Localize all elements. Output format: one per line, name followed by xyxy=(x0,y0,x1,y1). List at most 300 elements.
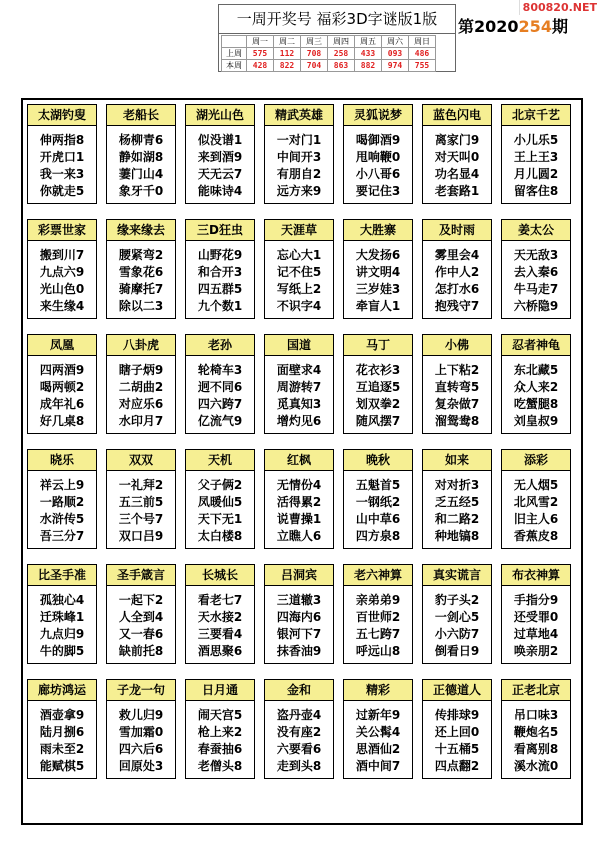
riddle-line: 一对门1 xyxy=(276,133,322,147)
riddle-line: 种地镐8 xyxy=(434,529,480,543)
riddle-line: 四五群5 xyxy=(197,282,243,296)
card-body xyxy=(186,586,254,660)
riddle-line: 写纸上2 xyxy=(276,282,322,296)
riddle-card xyxy=(185,334,255,434)
riddle-line: 对天叫0 xyxy=(434,150,480,164)
card-title: 太湖钓叟 xyxy=(28,105,96,126)
riddle-card xyxy=(264,449,334,549)
riddle-line: 随风摆7 xyxy=(355,414,401,428)
riddle-line: 直转弯5 xyxy=(434,380,480,394)
riddle-line: 无人烟5 xyxy=(513,478,559,492)
riddle-line: 立瞧人6 xyxy=(276,529,322,543)
card-body xyxy=(423,356,491,430)
riddle-line: 讲文明4 xyxy=(355,265,401,279)
riddle-line: 唤亲朋2 xyxy=(513,644,559,658)
day-label: 周四 xyxy=(328,36,355,48)
card-title: 缘来缘去 xyxy=(107,220,175,241)
riddle-line: 十五桶5 xyxy=(434,742,480,756)
card-body xyxy=(423,471,491,545)
card-body xyxy=(344,701,412,775)
riddle-line: 吊口味3 xyxy=(513,708,559,722)
riddle-card xyxy=(501,679,571,779)
riddle-line: 你就走5 xyxy=(39,184,85,198)
card-title: 子龙一句 xyxy=(107,680,175,701)
row-label: 本周 xyxy=(222,60,247,72)
riddle-card xyxy=(501,449,571,549)
riddle-card xyxy=(106,449,176,549)
card-body xyxy=(107,126,175,200)
riddle-line: 抹香油9 xyxy=(276,644,322,658)
riddle-line: 关公髯4 xyxy=(355,725,401,739)
riddle-line: 祥云上9 xyxy=(39,478,85,492)
riddle-line: 怎打水6 xyxy=(434,282,480,296)
issue-prefix: 第2020 xyxy=(458,17,519,36)
draw-number: 093 xyxy=(382,48,409,60)
issue-number xyxy=(458,14,568,40)
card-body xyxy=(344,471,412,545)
riddle-line: 还上回0 xyxy=(434,725,480,739)
riddle-card xyxy=(343,334,413,434)
riddle-card xyxy=(185,104,255,204)
card-body xyxy=(107,471,175,545)
row-label: 上周 xyxy=(222,48,247,60)
riddle-line: 香蕉皮8 xyxy=(513,529,559,543)
riddle-card xyxy=(264,334,334,434)
riddle-line: 活得累2 xyxy=(276,495,322,509)
riddle-line: 天水接2 xyxy=(197,610,243,624)
riddle-line: 王上王3 xyxy=(513,150,559,164)
riddle-line: 静如湖8 xyxy=(118,150,164,164)
card-title: 吕洞宾 xyxy=(265,565,333,586)
riddle-card xyxy=(422,449,492,549)
riddle-line: 喝两顿2 xyxy=(39,380,85,394)
card-body xyxy=(28,241,96,315)
riddle-line: 五魁首5 xyxy=(355,478,401,492)
riddle-line: 增灼见6 xyxy=(276,414,322,428)
draw-number: 822 xyxy=(274,60,301,72)
draw-number: 863 xyxy=(328,60,355,72)
card-body xyxy=(502,701,570,775)
card-title: 老六神算 xyxy=(344,565,412,586)
riddle-line: 说曹操1 xyxy=(276,512,322,526)
riddle-line: 去入秦6 xyxy=(513,265,559,279)
riddle-line: 来生缘4 xyxy=(39,299,85,313)
riddle-card xyxy=(422,219,492,319)
riddle-line: 亲弟弟9 xyxy=(355,593,401,607)
riddle-line: 抱残守7 xyxy=(434,299,480,313)
riddle-line: 无情份4 xyxy=(276,478,322,492)
draw-results-header xyxy=(218,4,456,72)
riddle-line: 周游转7 xyxy=(276,380,322,394)
riddle-card xyxy=(27,449,97,549)
card-body xyxy=(265,701,333,775)
card-title: 金和 xyxy=(265,680,333,701)
card-title: 廊坊鸿运 xyxy=(28,680,96,701)
riddle-line: 双口吕9 xyxy=(118,529,164,543)
riddle-line: 九个数1 xyxy=(197,299,243,313)
riddle-line: 牛马走7 xyxy=(513,282,559,296)
riddle-card xyxy=(422,334,492,434)
riddle-line: 一钢纸2 xyxy=(355,495,401,509)
riddle-line: 月儿圆2 xyxy=(513,167,559,181)
riddle-line: 水浒传5 xyxy=(39,512,85,526)
site-watermark: 800820.NET xyxy=(519,0,600,15)
riddle-line: 凤暖仙5 xyxy=(197,495,243,509)
riddle-card xyxy=(264,219,334,319)
riddle-card xyxy=(106,334,176,434)
day-label: 周六 xyxy=(382,36,409,48)
riddle-card xyxy=(422,104,492,204)
riddle-card xyxy=(185,219,255,319)
riddle-line: 划双拳2 xyxy=(355,397,401,411)
riddle-line: 手指分9 xyxy=(513,593,559,607)
riddle-line: 山中草6 xyxy=(355,512,401,526)
riddle-line: 骑摩托7 xyxy=(118,282,164,296)
riddle-line: 一路顺2 xyxy=(39,495,85,509)
riddle-card xyxy=(501,219,571,319)
riddle-line: 迁珠峰1 xyxy=(39,610,85,624)
card-body xyxy=(265,471,333,545)
card-title: 晓乐 xyxy=(28,450,96,471)
card-body xyxy=(265,126,333,200)
riddle-line: 对对折3 xyxy=(434,478,480,492)
card-title: 蓝色闪电 xyxy=(423,105,491,126)
riddle-line: 太白楼8 xyxy=(197,529,243,543)
riddle-card xyxy=(422,564,492,664)
card-body xyxy=(186,241,254,315)
riddle-line: 功名显4 xyxy=(434,167,480,181)
riddle-line: 四方泉8 xyxy=(355,529,401,543)
card-title: 八卦虎 xyxy=(107,335,175,356)
riddle-line: 酒思聚6 xyxy=(197,644,243,658)
riddle-line: 百世师2 xyxy=(355,610,401,624)
riddle-line: 看离别8 xyxy=(513,742,559,756)
riddle-line: 看老七7 xyxy=(197,593,243,607)
riddle-card xyxy=(501,564,571,664)
riddle-line: 还受罪0 xyxy=(513,610,559,624)
card-title: 老船长 xyxy=(107,105,175,126)
card-body xyxy=(502,241,570,315)
card-title: 灵狐说梦 xyxy=(344,105,412,126)
draw-number: 428 xyxy=(247,60,274,72)
draw-number: 433 xyxy=(355,48,382,60)
riddle-card xyxy=(185,449,255,549)
riddle-line: 酒中间7 xyxy=(355,759,401,773)
card-body xyxy=(344,241,412,315)
riddle-line: 作中人2 xyxy=(434,265,480,279)
riddle-line: 喝御酒9 xyxy=(355,133,401,147)
riddle-line: 互追逐5 xyxy=(355,380,401,394)
draw-number: 704 xyxy=(301,60,328,72)
riddle-line: 北风雪2 xyxy=(513,495,559,509)
card-body xyxy=(186,356,254,430)
riddle-line: 三要看4 xyxy=(197,627,243,641)
card-title: 添彩 xyxy=(502,450,570,471)
riddle-line: 一起下2 xyxy=(118,593,164,607)
riddle-card xyxy=(106,564,176,664)
card-title: 天涯草 xyxy=(265,220,333,241)
riddle-line: 迥不同6 xyxy=(197,380,243,394)
riddle-card xyxy=(106,219,176,319)
card-title: 凤凰 xyxy=(28,335,96,356)
riddle-line: 刘皇叔9 xyxy=(513,414,559,428)
last-week-row xyxy=(222,48,436,60)
card-body xyxy=(423,586,491,660)
riddle-line: 小八哥6 xyxy=(355,167,401,181)
card-title: 及时雨 xyxy=(423,220,491,241)
riddle-line: 上下粘2 xyxy=(434,363,480,377)
riddle-card xyxy=(501,104,571,204)
riddle-line: 不识字4 xyxy=(276,299,322,313)
riddle-board xyxy=(21,98,583,825)
riddle-line: 离家门9 xyxy=(434,133,480,147)
riddle-line: 中间开3 xyxy=(276,150,322,164)
riddle-line: 回原处3 xyxy=(118,759,164,773)
card-title: 国道 xyxy=(265,335,333,356)
riddle-line: 似没谱1 xyxy=(197,133,243,147)
riddle-line: 酒壶拿9 xyxy=(39,708,85,722)
riddle-line: 陆月捌6 xyxy=(39,725,85,739)
riddle-line: 四海内6 xyxy=(276,610,322,624)
card-body xyxy=(28,471,96,545)
riddle-card xyxy=(106,104,176,204)
card-body xyxy=(265,586,333,660)
riddle-line: 象牙千0 xyxy=(118,184,164,198)
riddle-line: 记不住5 xyxy=(276,265,322,279)
riddle-line: 老套路1 xyxy=(434,184,480,198)
riddle-line: 东北藏5 xyxy=(513,363,559,377)
riddle-line: 五三前5 xyxy=(118,495,164,509)
riddle-line: 小六防7 xyxy=(434,627,480,641)
card-body xyxy=(28,126,96,200)
card-body xyxy=(423,126,491,200)
riddle-line: 溪水流0 xyxy=(513,759,559,773)
riddle-line: 留客住8 xyxy=(513,184,559,198)
card-title: 姜太公 xyxy=(502,220,570,241)
card-body xyxy=(265,356,333,430)
riddle-card xyxy=(106,679,176,779)
riddle-card xyxy=(264,564,334,664)
riddle-line: 面壁求4 xyxy=(276,363,322,377)
riddle-line: 枪上来2 xyxy=(197,725,243,739)
riddle-line: 春蚕抽6 xyxy=(197,742,243,756)
riddle-line: 走到头8 xyxy=(276,759,322,773)
riddle-line: 和合开3 xyxy=(197,265,243,279)
issue-suffix: 期 xyxy=(551,17,568,36)
riddle-card xyxy=(27,564,97,664)
riddle-line: 闹天宫5 xyxy=(197,708,243,722)
riddle-line: 六桥隐9 xyxy=(513,299,559,313)
riddle-line: 杨柳青6 xyxy=(118,133,164,147)
card-title: 精彩 xyxy=(344,680,412,701)
card-title: 红枫 xyxy=(265,450,333,471)
riddle-line: 雪象花6 xyxy=(118,265,164,279)
riddle-line: 水印月7 xyxy=(118,414,164,428)
riddle-line: 天下无1 xyxy=(197,512,243,526)
draw-number: 974 xyxy=(382,60,409,72)
riddle-line: 对应乐6 xyxy=(118,397,164,411)
header-title: 一周开奖号 福彩3D字谜版1版 xyxy=(219,5,455,34)
card-body xyxy=(344,356,412,430)
card-title: 真实谎言 xyxy=(423,565,491,586)
card-title: 精武英雄 xyxy=(265,105,333,126)
draw-number: 708 xyxy=(301,48,328,60)
riddle-line: 六要看6 xyxy=(276,742,322,756)
riddle-line: 思酒仙2 xyxy=(355,742,401,756)
riddle-line: 和二路2 xyxy=(434,512,480,526)
riddle-line: 盗丹壶4 xyxy=(276,708,322,722)
card-body xyxy=(502,586,570,660)
riddle-line: 又一春6 xyxy=(118,627,164,641)
riddle-card xyxy=(343,104,413,204)
card-title: 三D狂虫 xyxy=(186,220,254,241)
day-label: 周二 xyxy=(274,36,301,48)
riddle-card xyxy=(343,679,413,779)
riddle-line: 有朋自2 xyxy=(276,167,322,181)
riddle-line: 人全到4 xyxy=(118,610,164,624)
day-label: 周一 xyxy=(247,36,274,48)
riddle-line: 复杂做7 xyxy=(434,397,480,411)
riddle-line: 吾三分7 xyxy=(39,529,85,543)
riddle-line: 乏五经5 xyxy=(434,495,480,509)
card-body xyxy=(28,356,96,430)
draw-number: 882 xyxy=(355,60,382,72)
riddle-line: 牵盲人1 xyxy=(355,299,401,313)
days-row xyxy=(222,36,436,48)
riddle-line: 银河下7 xyxy=(276,627,322,641)
riddle-line: 远方来9 xyxy=(276,184,322,198)
riddle-line: 雾里会4 xyxy=(434,248,480,262)
day-label: 周五 xyxy=(355,36,382,48)
riddle-line: 萋门山4 xyxy=(118,167,164,181)
riddle-line: 父子俩2 xyxy=(197,478,243,492)
riddle-line: 倒看日9 xyxy=(434,644,480,658)
riddle-line: 传排球9 xyxy=(434,708,480,722)
card-title: 彩票世家 xyxy=(28,220,96,241)
riddle-line: 亿流气9 xyxy=(197,414,243,428)
card-title: 如来 xyxy=(423,450,491,471)
riddle-line: 豹子头2 xyxy=(434,593,480,607)
card-body xyxy=(502,471,570,545)
riddle-line: 一礼拜2 xyxy=(118,478,164,492)
riddle-card xyxy=(343,564,413,664)
card-body xyxy=(265,241,333,315)
card-body xyxy=(423,241,491,315)
riddle-line: 雪加霜0 xyxy=(118,725,164,739)
riddle-line: 救儿归9 xyxy=(118,708,164,722)
riddle-line: 过草地4 xyxy=(513,627,559,641)
card-body xyxy=(186,701,254,775)
card-body xyxy=(344,586,412,660)
this-week-row xyxy=(222,60,436,72)
riddle-line: 觅真知3 xyxy=(276,397,322,411)
card-body xyxy=(186,471,254,545)
riddle-line: 五七跨7 xyxy=(355,627,401,641)
card-title: 天机 xyxy=(186,450,254,471)
card-title: 小佛 xyxy=(423,335,491,356)
riddle-card xyxy=(422,679,492,779)
riddle-line: 要记住3 xyxy=(355,184,401,198)
riddle-line: 三岁娃3 xyxy=(355,282,401,296)
riddle-line: 老僧头8 xyxy=(197,759,243,773)
draw-number: 575 xyxy=(247,48,274,60)
riddle-line: 九点归9 xyxy=(39,627,85,641)
riddle-line: 众人来2 xyxy=(513,380,559,394)
card-title: 布衣神算 xyxy=(502,565,570,586)
card-title: 双双 xyxy=(107,450,175,471)
card-body xyxy=(344,126,412,200)
riddle-line: 能赋棋5 xyxy=(39,759,85,773)
riddle-line: 雨未至2 xyxy=(39,742,85,756)
riddle-line: 成年礼6 xyxy=(39,397,85,411)
draw-number: 486 xyxy=(409,48,436,60)
card-body xyxy=(107,586,175,660)
riddle-line: 甩响鞭0 xyxy=(355,150,401,164)
card-body xyxy=(107,356,175,430)
riddle-line: 伸两指8 xyxy=(39,133,85,147)
riddle-card xyxy=(185,679,255,779)
riddle-line: 四点翻2 xyxy=(434,759,480,773)
riddle-line: 山野花9 xyxy=(197,248,243,262)
riddle-line: 天无云7 xyxy=(197,167,243,181)
riddle-line: 轮椅车3 xyxy=(197,363,243,377)
riddle-line: 四两酒9 xyxy=(39,363,85,377)
riddle-card xyxy=(501,334,571,434)
draw-number: 112 xyxy=(274,48,301,60)
card-title: 正老北京 xyxy=(502,680,570,701)
card-title: 北京千艺 xyxy=(502,105,570,126)
riddle-card xyxy=(343,449,413,549)
riddle-line: 天无敌3 xyxy=(513,248,559,262)
riddle-line: 缺前托8 xyxy=(118,644,164,658)
card-body xyxy=(28,586,96,660)
card-body xyxy=(107,241,175,315)
riddle-line: 吃蟹腿8 xyxy=(513,397,559,411)
card-body xyxy=(502,126,570,200)
riddle-line: 没有座2 xyxy=(276,725,322,739)
riddle-card xyxy=(264,104,334,204)
riddle-line: 小儿乐5 xyxy=(513,133,559,147)
riddle-line: 光山色0 xyxy=(39,282,85,296)
card-title: 圣手箴言 xyxy=(107,565,175,586)
riddle-line: 呼远山8 xyxy=(355,644,401,658)
riddle-line: 二胡曲2 xyxy=(118,380,164,394)
card-title: 长城长 xyxy=(186,565,254,586)
riddle-line: 牛的脚5 xyxy=(39,644,85,658)
riddle-line: 开虎口1 xyxy=(39,150,85,164)
riddle-line: 旧主人6 xyxy=(513,512,559,526)
riddle-line: 三个号7 xyxy=(118,512,164,526)
card-body xyxy=(28,701,96,775)
card-title: 晚秋 xyxy=(344,450,412,471)
card-body xyxy=(186,126,254,200)
riddle-line: 腰紧弯2 xyxy=(118,248,164,262)
riddle-card xyxy=(27,679,97,779)
riddle-line: 除以二3 xyxy=(118,299,164,313)
riddle-line: 溜鸳鸯8 xyxy=(434,414,480,428)
card-title: 正德道人 xyxy=(423,680,491,701)
riddle-line: 忘心大1 xyxy=(276,248,322,262)
riddle-line: 鞭炮名5 xyxy=(513,725,559,739)
riddle-line: 九点六9 xyxy=(39,265,85,279)
riddle-line: 瞎子炳9 xyxy=(118,363,164,377)
card-title: 老孙 xyxy=(186,335,254,356)
riddle-card xyxy=(264,679,334,779)
riddle-line: 我一来3 xyxy=(39,167,85,181)
riddle-line: 三道辙3 xyxy=(276,593,322,607)
riddle-card xyxy=(185,564,255,664)
card-body xyxy=(502,356,570,430)
